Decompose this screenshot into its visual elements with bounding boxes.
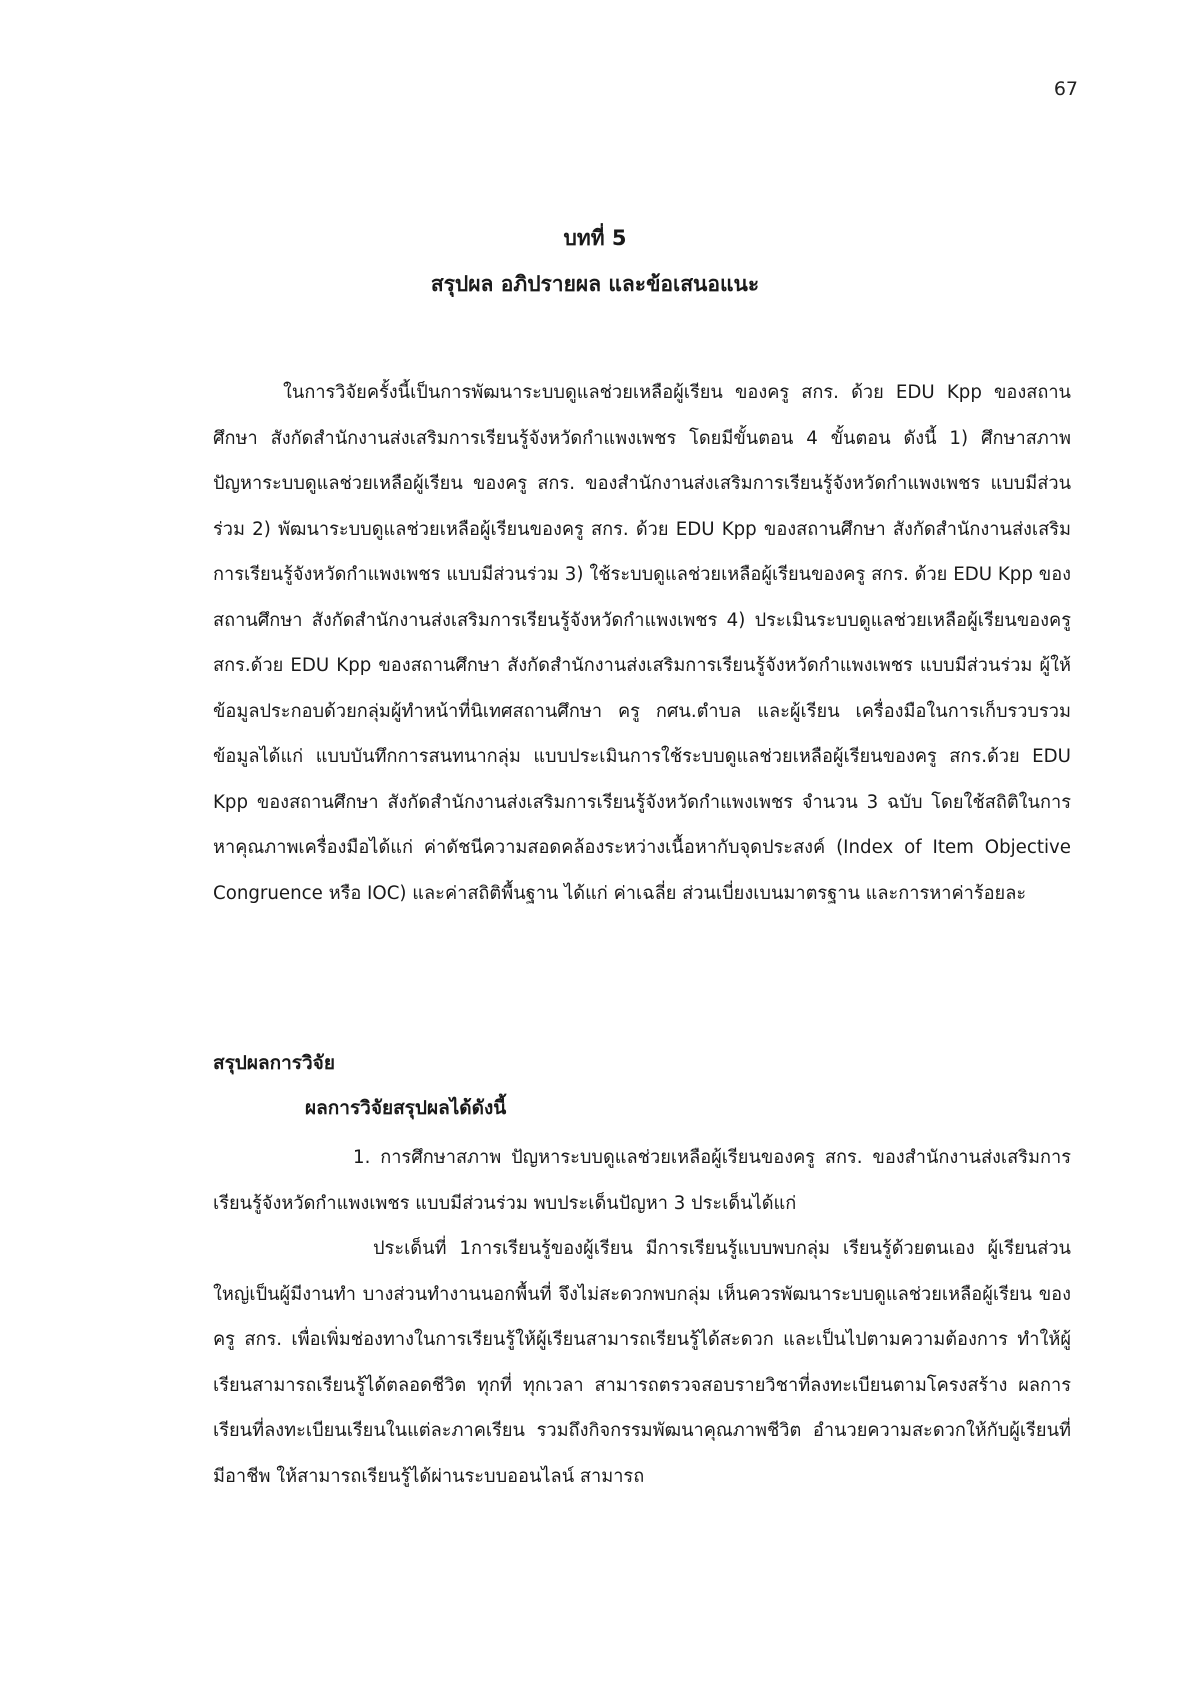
section-heading-summary: สรุปผลการวิจัย [213,1052,335,1074]
chapter-number: บทที่ 5 [563,226,627,250]
sub-heading-results: ผลการวิจัยสรุปผลได้ดังนี้ [305,1097,507,1119]
page-number: 67 [1053,78,1078,100]
intro-paragraph: ในการวิจัยครั้งนี้เป็นการพัฒนาระบบดูแลช่วยเหลือผู้เรียน ของครู สกร. ด้วย EDU Kpp ของสถานศึกษา สังกัดสำนักงานส่งเสริมการเรียนรู้จังหวัดกำแพงเพชร โดยมีขั้นตอน 4 ขั้นตอน ดังนี้ 1) ศึกษาสภาพ ปัญหาระบบดูแลช่วยเหลือผู้เรียน ของครู สกร. ของสำนักงานส่งเสริมการเรียนรู้จังหวัดกำแพงเพชร แบบมีส่วนร่วม 2) พัฒนาระบบดูแลช่วยเหลือผู้เรียนของครู สกร. ด้วย EDU Kpp ของสถานศึกษา สังกัดสำนักงานส่งเสริมการเรียนรู้จังหวัดกำแพงเพชร แบบมีส่วนร่วม 3) ใช้ระบบดูแลช่วยเหลือผู้เรียนของครู สกร. ด้วย EDU Kpp ของสถานศึกษา สังกัดสำนักงานส่งเสริมการเรียนรู้จังหวัดกำแพงเพชร 4) ประเมินระบบดูแลช่วยเหลือผู้เรียนของครู สกร.ด้วย EDU Kpp ของสถานศึกษา สังกัดสำนักงานส่งเสริมการเรียนรู้จังหวัดกำแพงเพชร แบบมีส่วนร่วม ผู้ให้ข้อมูลประกอบด้วยกลุ่มผู้ทำหน้าที่นิเทศสถานศึกษา ครู กศน.ตำบล และผู้เรียน เครื่องมือในการเก็บรวบรวมข้อมูลได้แก่ แบบบันทึกการสนทนากลุ่ม แบบประเมินการใช้ระบบดูแลช่วยเหลือผู้เรียนของครู สกร.ด้วย EDU Kpp ของสถานศึกษา สังกัดสำนักงานส่งเสริมการเรียนรู้จังหวัดกำแพงเพชร จำนวน 3 ฉบับ โดยใช้สถิติในการหาคุณภาพเครื่องมือได้แก่ ค่าดัชนีความสอดคล้องระหว่างเนื้อหากับจุดประสงค์ (Index of Item Objective Congruence หรือ IOC) และค่าสถิติพื้นฐาน ได้แก่ ค่าเฉลี่ย ส่วนเบี่ยงเบนมาตรฐาน และการหาค่าร้อยละ [213,382,1071,904]
issue-paragraph-1: ประเด็นที่ 1การเรียนรู้ของผู้เรียน มีการเรียนรู้แบบพบกลุ่ม เรียนรู้ด้วยตนเอง ผู้เรียนส่วนใหญ่เป็นผู้มีงานทำ บางส่วนทำงานนอกพื้นที่ จึงไม่สะดวกพบกลุ่ม เห็นควรพัฒนาระบบดูแลช่วยเหลือผู้เรียน ของครู สกร. เพื่อเพิ่มช่องทางในการเรียนรู้ให้ผู้เรียนสามารถเรียนรู้ได้สะดวก และเป็นไปตามความต้องการ ทำให้ผู้เรียนสามารถเรียนรู้ได้ตลอดชีวิต ทุกที่ ทุกเวลา สามารถตรวจสอบรายวิชาที่ลงทะเบียนตามโครงสร้าง ผลการเรียนที่ลงทะเบียนเรียนในแต่ละภาคเรียน รวมถึงกิจกรรมพัฒนาคุณภาพชีวิต อำนวยความสะดวกให้กับผู้เรียนที่มีอาชีพ ให้สามารถเรียนรู้ได้ผ่านระบบออนไลน์ สามารถ [213,1238,1071,1487]
result-item-1: 1. การศึกษาสภาพ ปัญหาระบบดูแลช่วยเหลือผู้เรียนของครู สกร. ของสำนักงานส่งเสริมการเรียนรู้จังหวัดกำแพงเพชร แบบมีส่วนร่วม พบประเด็นปัญหา 3 ประเด็นได้แก่ [213,1147,1071,1214]
chapter-title: สรุปผล อภิปรายผล และข้อเสนอแนะ [430,272,760,296]
